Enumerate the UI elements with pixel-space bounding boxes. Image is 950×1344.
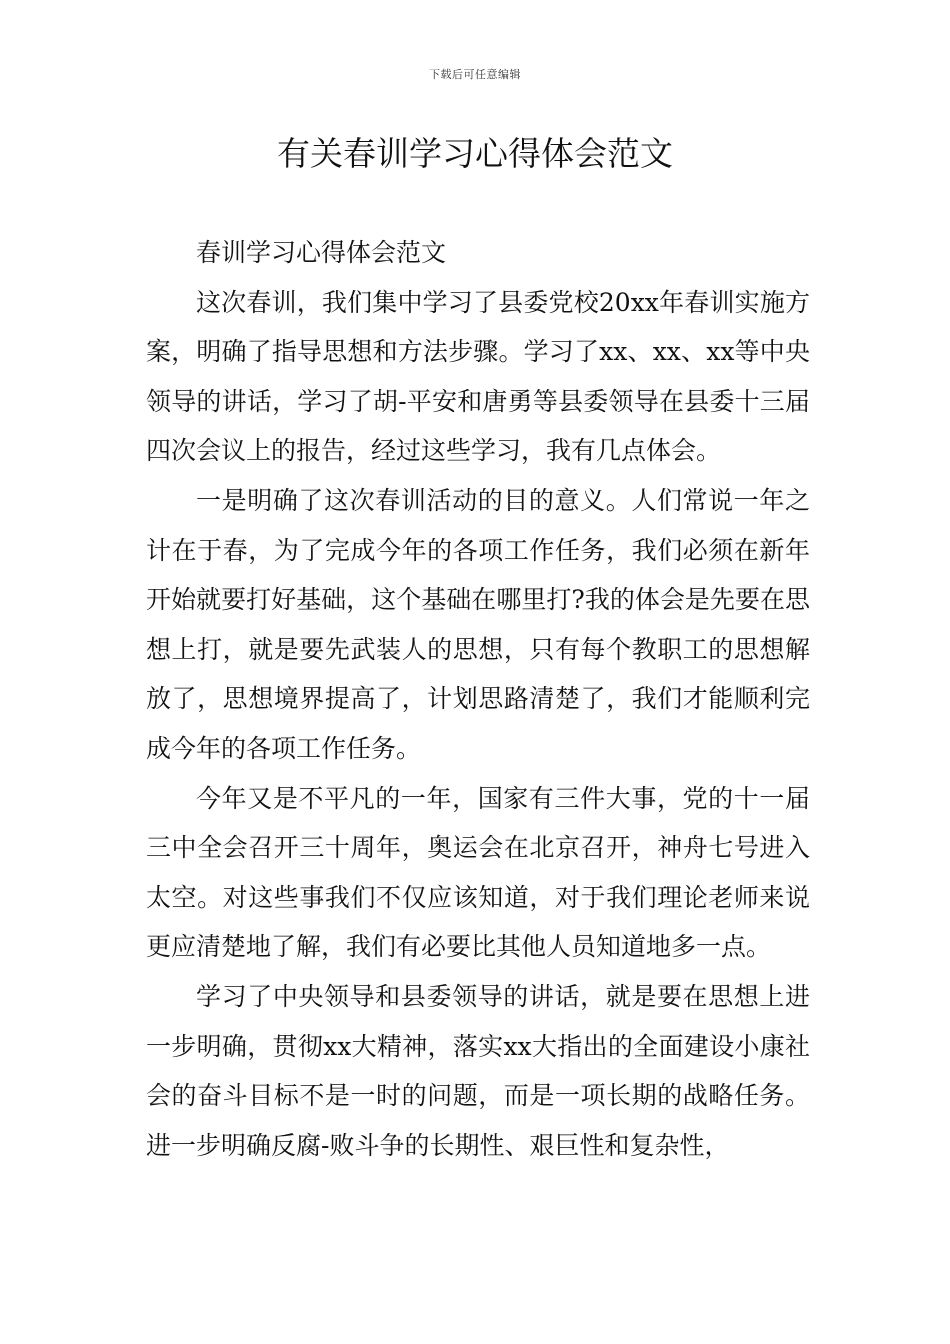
paragraph: 这次春训，我们集中学习了县委党校20xx年春训实施方案，明确了指导思想和方法步骤。学习了xx、xx、xx等中央领导的讲话，学习了胡-平安和唐勇等县委领导在县委十三届四次会议上的报告，经过这些学习，我有几点体会。	[146, 287, 810, 466]
paragraph: 一是明确了这次春训活动的目的意义。人们常说一年之计在于春，为了完成今年的各项工作任务，我们必须在新年开始就要打好基础，这个基础在哪里打?我的体会是先要在思想上打，就是要先武装人的思想，只有每个教职工的思想解放了，思想境界提高了，计划思路清楚了，我们才能顺利完成今年的各项工作任务。	[146, 485, 810, 763]
paragraph: 学习了中央领导和县委领导的讲话，就是要在思想上进一步明确，贯彻xx大精神，落实xx大指出的全面建设小康社会的奋斗目标不是一时的问题，而是一项长期的战略任务。进一步明确反腐-败斗争的长期性、艰巨性和复杂性，	[146, 981, 810, 1160]
paragraph-subtitle: 春训学习心得体会范文	[196, 238, 447, 267]
document-title: 有关春训学习心得体会范文	[277, 134, 673, 173]
document-body	[146, 228, 810, 1170]
paragraph: 今年又是不平凡的一年，国家有三件大事，党的十一届三中全会召开三十周年，奥运会在北京召开，神舟七号进入太空。对这些事我们不仅应该知道，对于我们理论老师来说更应清楚地了解，我们有必要比其他人员知道地多一点。	[146, 783, 810, 962]
header-note: 下载后可任意编辑	[429, 68, 521, 81]
